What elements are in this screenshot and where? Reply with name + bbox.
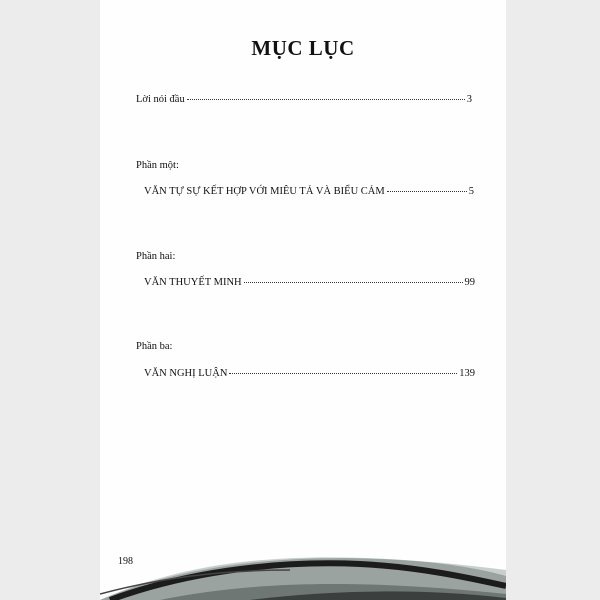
section-heading-part1: Phần một: — [136, 160, 179, 171]
dot-leader — [244, 282, 463, 283]
toc-entry-label: Lời nói đầu — [136, 94, 185, 105]
toc-entry-part1[interactable] — [144, 186, 474, 197]
toc-entry-part3[interactable] — [144, 368, 475, 379]
left-margin — [0, 0, 100, 600]
toc-entry-intro[interactable] — [136, 94, 472, 105]
decorative-waves — [100, 530, 506, 600]
toc-page-number: 139 — [459, 368, 475, 379]
dot-leader — [187, 99, 465, 100]
page-number: 198 — [118, 556, 133, 567]
section-heading-part2: Phần hai: — [136, 251, 176, 262]
book-page — [100, 0, 506, 600]
toc-page-number: 5 — [468, 186, 474, 197]
toc-entry-label: VĂN THUYẾT MINH — [144, 277, 242, 288]
toc-page-number: 99 — [464, 277, 475, 288]
toc-entry-label: VĂN NGHỊ LUẬN — [144, 368, 228, 379]
section-heading-part3: Phần ba: — [136, 341, 173, 352]
right-margin — [506, 0, 600, 600]
toc-page-number: 3 — [466, 94, 472, 105]
toc-entry-label: VĂN TỰ SỰ KẾT HỢP VỚI MIÊU TẢ VÀ BIỂU CẢM — [144, 186, 385, 197]
toc-entry-part2[interactable] — [144, 277, 475, 288]
dot-leader — [229, 373, 457, 374]
dot-leader — [387, 191, 467, 192]
page-title: MỤC LỤC — [251, 36, 355, 60]
